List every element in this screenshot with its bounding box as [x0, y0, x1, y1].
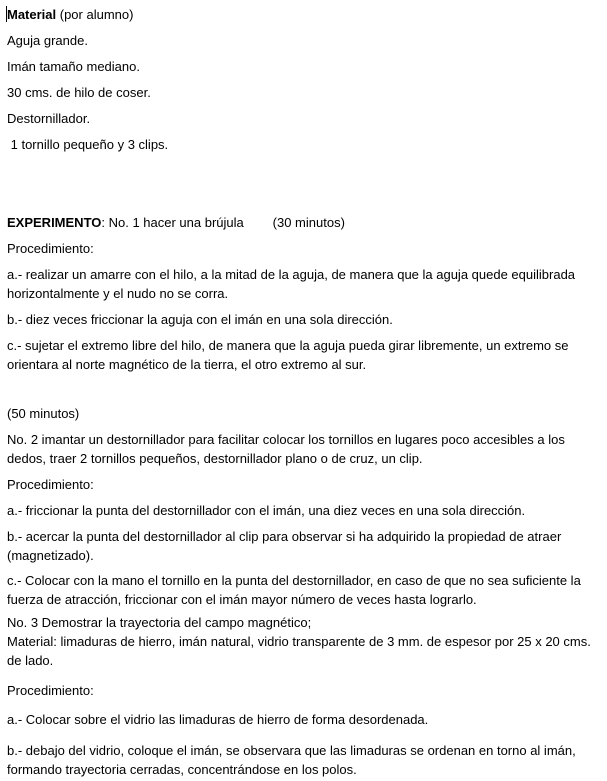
experiment-2-step-c: c.- Colocar con la mano el tornillo en la punta del destornillador, en caso de que no sea suficiente la fuerza de atracción, friccionar con el imán mayor número de veces hasta lograrlo.: [7, 573, 581, 607]
experiment-label-bold: EXPERIMENTO: [7, 215, 102, 230]
experiment-3-title: No. 3 Demostrar la trayectoria del campo magnético;: [7, 615, 312, 630]
experiment-2-title: No. 2 imantar un destornillador para facilitar colocar los tornillos en lugares poco accesibles a los dedos, traer 2 tornillos pequeños, destornillador plano o de cruz, un clip.: [7, 432, 565, 466]
experiment-3-step-b: b.- debajo del vidrio, coloque el imán, se observara que las limaduras se ordenan en torno al imán, formando trayectoria cerradas, concentrándose en los polos.: [7, 743, 576, 777]
experiment-1-step-a: a.- realizar un amarre con el hilo, a la mitad de la aguja, de manera que la aguja quede equilibrada horizontalmente y el nudo no se corra.: [7, 267, 576, 301]
procedimiento-label: Procedimiento:: [7, 683, 94, 698]
material-item: 1 tornillo pequeño y 3 clips.: [7, 137, 169, 152]
procedimiento-label: Procedimiento:: [7, 477, 94, 492]
experiment-1-title: [7, 213, 601, 232]
material-heading: [7, 5, 601, 24]
experiment-1-step-b: b.- diez veces friccionar la aguja con el imán en una sola dirección.: [7, 312, 393, 327]
experiment-1-title-text: : No. 1 hacer una brújula (30 minutos): [101, 215, 345, 230]
experiment-3-material: Material: limaduras de hierro, imán natural, vidrio transparente de 3 mm. de espesor por 25 x 20 cms. de lado.: [7, 634, 591, 668]
procedimiento-label: Procedimiento:: [7, 241, 94, 256]
experiment-3-step-a: a.- Colocar sobre el vidrio las limaduras de hierro de forma desordenada.: [7, 712, 429, 727]
material-heading-rest: (por alumno): [56, 7, 134, 22]
experiment-1-step-c: c.- sujetar el extremo libre del hilo, de manera que la aguja pueda girar libremente, un extremo se orientara al norte magnético de la tierra, el otro extremo al sur.: [7, 338, 569, 372]
experiment-2-time: (50 minutos): [7, 406, 80, 421]
material-heading-bold: Material: [7, 7, 57, 22]
material-item: Destornillador.: [7, 111, 91, 126]
material-item: 30 cms. de hilo de coser.: [7, 85, 151, 100]
material-item: Aguja grande.: [7, 33, 88, 48]
experiment-2-step-b: b.- acercar la punta del destornillador al clip para observar si ha adquirido la propiedad de atraer (magnetizado).: [7, 529, 562, 563]
experiment-2-step-a: a.- friccionar la punta del destornillador con el imán, una diez veces en una sola dirección.: [7, 503, 526, 518]
material-item: Imán tamaño mediano.: [7, 59, 140, 74]
